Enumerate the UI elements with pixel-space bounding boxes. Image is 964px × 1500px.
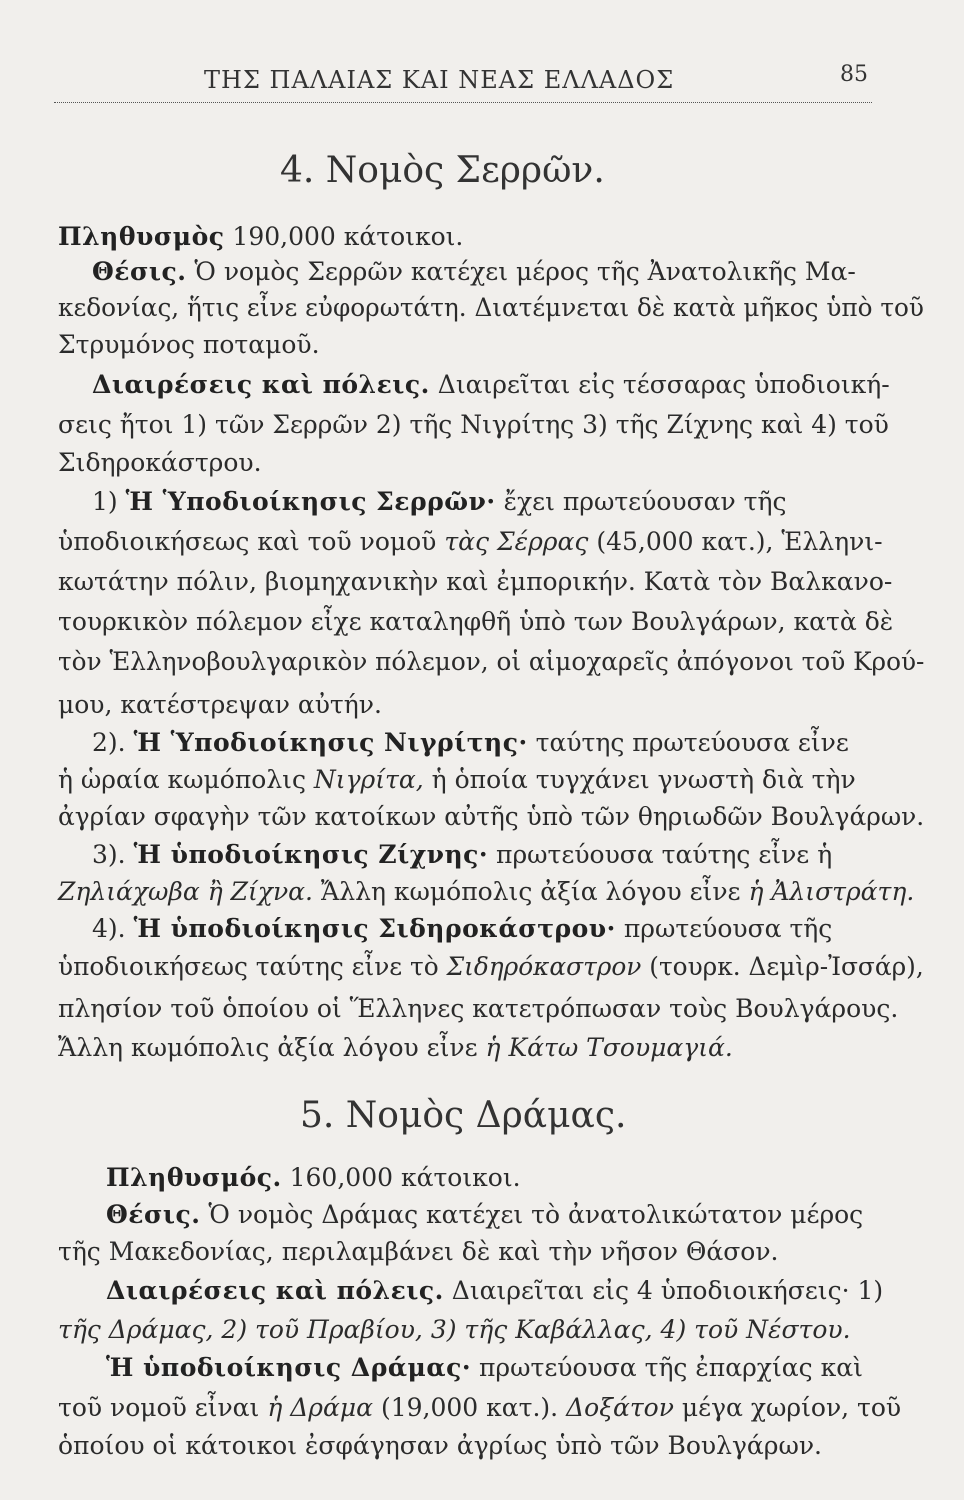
divisions-label: Διαιρέσεις καὶ πόλεις. xyxy=(106,1276,444,1305)
text-line: τὸν Ἑλληνοβουλγαρικὸν πόλεμον, οἱ αἱμοχαρεῖς ἀπόγονοι τοῦ Κρού- xyxy=(58,647,925,676)
subdivision-text: ἡ ὁποία τυγχάνει γνωστὴ διὰ τὴν xyxy=(431,765,856,794)
text-line: σεις ἤτοι 1) τῶν Σερρῶν 2) τῆς Νιγρίτης 3) τῆς Ζίχνης καὶ 4) τοῦ xyxy=(58,410,889,439)
text-line: Σιδηροκάστρου. xyxy=(58,448,262,477)
subdivision-text: ἡ ὡραία κωμόπολις xyxy=(58,765,306,794)
city-name: Νιγρίτα, xyxy=(313,765,424,794)
text-line xyxy=(92,257,856,287)
text-line: ἀγρίαν σφαγὴν τῶν κατοίκων αὐτῆς ὑπὸ τῶν θηριωδῶν Βουλγάρων. xyxy=(58,802,925,831)
running-header xyxy=(54,62,872,103)
text-line xyxy=(106,1353,863,1383)
subdivision-text: (19,000 κατ.). xyxy=(380,1393,559,1422)
item-number: 1) xyxy=(92,487,118,516)
text-line xyxy=(58,1315,851,1345)
subdivision-text: πρωτεύουσα τῆς xyxy=(623,914,833,943)
position-label: Θέσις. xyxy=(106,1200,201,1229)
subdivision-text: τοῦ νομοῦ εἶναι xyxy=(58,1393,260,1422)
position-label: Θέσις. xyxy=(92,257,187,286)
subdivision-text: Ἄλλη κωμόπολις ἀξία λόγου εἶνε xyxy=(58,1033,478,1062)
text-line xyxy=(92,370,890,400)
text-line: ὁποίου οἱ κάτοικοι ἐσφάγησαν ἀγρίως ὑπὸ τῶν Βουλγάρων. xyxy=(58,1431,822,1460)
subdivision-label: Ἡ Ὑποδιοίκησις Σερρῶν· xyxy=(125,487,496,516)
subdivision-label: Ἡ Ὑποδιοίκησις Νιγρίτης· xyxy=(133,728,528,757)
divisions-text: Διαιρεῖται εἰς τέσσαρας ὑποδιοική- xyxy=(437,370,890,399)
text-line: Στρυμόνος ποταμοῦ. xyxy=(58,330,320,359)
subdivision-text: ταύτης πρωτεύουσα εἶνε xyxy=(535,728,849,757)
header-title: ΤΗΣ ΠΑΛΑΙΑΣ ΚΑΙ ΝΕΑΣ ΕΛΛΑΔΟΣ xyxy=(204,66,675,94)
page-number: 85 xyxy=(840,62,868,87)
divisions-text: Διαιρεῖται εἰς 4 ὑποδιοικήσεις· 1) xyxy=(451,1276,884,1305)
population-label: Πληθυσμός. xyxy=(106,1163,282,1192)
text-line: τῆς Μακεδονίας, περιλαμβάνει δὲ καὶ τὴν νῆσον Θάσον. xyxy=(58,1237,779,1266)
subdivision-text: ὑποδιοικήσεως καὶ τοῦ νομοῦ xyxy=(58,527,437,556)
city-name: ἡ Κάτω Τσουμαγιά. xyxy=(485,1033,733,1062)
text-line: κωτάτην πόλιν, βιομηχανικὴν καὶ ἐμπορικήν. Κατὰ τὸν Βαλκανο- xyxy=(58,567,893,596)
text-line: κεδονίας, ἥτις εἶνε εὐφορωτάτη. Διατέμνεται δὲ κατὰ μῆκος ὑπὸ τοῦ xyxy=(58,293,924,322)
text-line xyxy=(92,840,832,870)
text-line xyxy=(58,877,914,907)
subdivision-label: Ἡ ὑποδιοίκησις Ζίχνης· xyxy=(133,840,489,869)
divisions-label: Διαιρέσεις καὶ πόλεις. xyxy=(92,370,430,399)
population-value: 160,000 κάτοικοι. xyxy=(289,1163,521,1192)
item-number: 2). xyxy=(92,728,126,757)
text-line xyxy=(92,914,832,944)
city-name: Ζηλιάχωβα ἢ Ζίχνα. xyxy=(58,877,313,906)
item-number: 3). xyxy=(92,840,126,869)
text-line xyxy=(106,1163,521,1193)
text-line xyxy=(92,728,849,758)
text-line xyxy=(58,222,463,252)
text-line xyxy=(58,765,856,795)
text-line xyxy=(58,952,924,982)
subdivision-text: μέγα χωρίον, τοῦ xyxy=(681,1393,902,1422)
population-label: Πληθυσμὸς xyxy=(58,222,225,251)
subdivision-text: πρωτεύουσα τῆς ἐπαρχίας καὶ xyxy=(478,1353,863,1382)
city-name: Δοξάτον xyxy=(566,1393,674,1422)
divisions-text: τῆς Δράμας, 2) τοῦ Πραβίου, 3) τῆς Καβάλλας, 4) τοῦ Νέστου. xyxy=(58,1315,851,1344)
text-line: πλησίον τοῦ ὁποίου οἱ Ἕλληνες κατετρόπωσαν τοὺς Βουλγάρους. xyxy=(58,994,899,1023)
subdivision-text: Ἄλλη κωμόπολις ἀξία λόγου εἶνε xyxy=(320,877,741,906)
subdivision-text: (45,000 κατ.), Ἑλληνι- xyxy=(596,527,883,556)
section-title: 5. Νομὸς Δράμας. xyxy=(300,1095,627,1136)
text-line: τουρκικὸν πόλεμον εἶχε καταληφθῆ ὑπὸ των Βουλγάρων, κατὰ δὲ xyxy=(58,607,894,636)
text-line xyxy=(58,1393,901,1423)
subdivision-text: πρωτεύουσα ταύτης εἶνε ἡ xyxy=(496,840,833,869)
subdivision-text: ἔχει πρωτεύουσαν τῆς xyxy=(503,487,787,516)
subdivision-label: Ἡ ὑποδιοίκησις Δράμας· xyxy=(106,1353,472,1382)
city-name: Σιδηρόκαστρον xyxy=(446,952,642,981)
subdivision-label: Ἡ ὑποδιοίκησις Σιδηροκάστρου· xyxy=(133,914,616,943)
text-line xyxy=(106,1276,883,1306)
position-text: Ὁ νομὸς Σερρῶν κατέχει μέρος τῆς Ἀνατολικῆς Μα- xyxy=(194,257,856,286)
text-line xyxy=(92,487,786,517)
position-text: Ὁ νομὸς Δράμας κατέχει τὸ ἀνατολικώτατον μέρος xyxy=(208,1200,864,1229)
item-number: 4). xyxy=(92,914,126,943)
text-line: μου, κατέστρεψαν αὐτήν. xyxy=(58,690,382,719)
city-name: τὰς Σέρρας xyxy=(444,527,589,556)
text-line xyxy=(58,527,883,557)
text-line xyxy=(58,1033,733,1063)
subdivision-text: (τουρκ. Δεμὶρ-Ἰσσάρ), xyxy=(649,952,924,981)
city-name: ἡ Ἀλιστράτη. xyxy=(748,877,915,906)
city-name: ἡ Δράμα xyxy=(267,1393,374,1422)
population-value: 190,000 κάτοικοι. xyxy=(232,222,464,251)
section-title: 4. Νομὸς Σερρῶν. xyxy=(280,150,605,191)
subdivision-text: ὑποδιοικήσεως ταύτης εἶνε τὸ xyxy=(58,952,439,981)
text-line xyxy=(106,1200,863,1230)
